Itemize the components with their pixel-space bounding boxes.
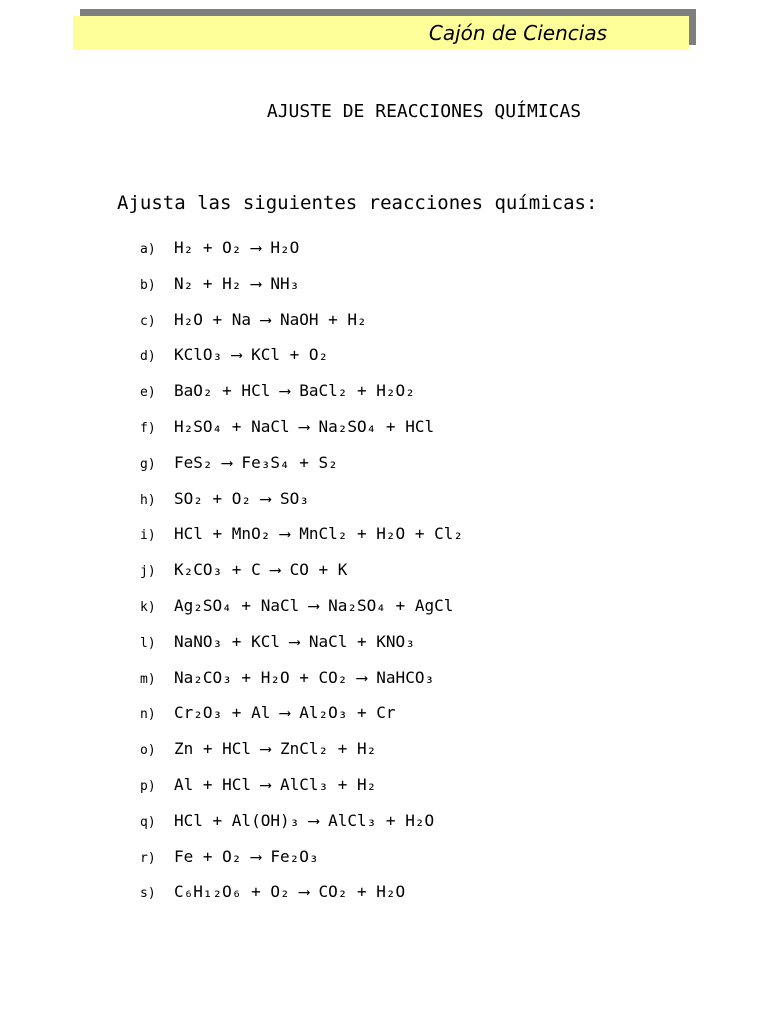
exercise-equation: Cr₂O₃ + Al ⟶ Al₂O₃ + Cr (174, 703, 396, 723)
exercise-equation: Ag₂SO₄ + NaCl ⟶ Na₂SO₄ + AgCl (174, 596, 454, 615)
exercise-equation: N₂ + H₂ ⟶ NH₃ (174, 273, 300, 293)
exercise-letter: l) (140, 635, 156, 651)
exercise-letter: i) (140, 528, 156, 544)
exercise-item (140, 664, 434, 692)
exercise-letter: h) (140, 492, 156, 508)
brand-title: Cajón de Ciencias (428, 21, 607, 45)
exercise-equation: KClO₃ ⟶ KCl + O₂ (174, 345, 329, 365)
exercise-letter: f) (140, 421, 156, 436)
exercise-item (140, 449, 338, 477)
exercise-equation: H₂SO₄ + NaCl ⟶ Na₂SO₄ + HCl (174, 417, 435, 436)
exercise-equation: Fe + O₂ ⟶ Fe₂O₃ (174, 846, 319, 866)
exercise-letter: p) (140, 779, 156, 794)
exercise-item (140, 556, 347, 584)
exercise-item (140, 341, 328, 369)
exercise-item (140, 843, 319, 871)
exercise-equation: H₂O + Na ⟶ NaOH + H₂ (174, 309, 367, 329)
exercise-item (140, 699, 396, 727)
exercise-equation: H₂ + O₂ ⟶ H₂O (174, 238, 300, 257)
exercise-letter: j) (140, 564, 156, 580)
exercise-item (140, 234, 299, 262)
exercise-letter: g) (140, 456, 156, 472)
exercise-letter: q) (140, 814, 156, 830)
exercise-equation: C₆H₁₂O₆ + O₂ ⟶ CO₂ + H₂O (174, 882, 406, 902)
exercise-letter: s) (140, 886, 156, 902)
exercise-equation: Zn + HCl ⟶ ZnCl₂ + H₂ (174, 739, 377, 759)
exercise-letter: b) (140, 277, 156, 293)
exercise-item (140, 592, 453, 620)
exercise-item (140, 807, 434, 835)
exercise-letter: e) (140, 385, 156, 401)
exercise-item (140, 306, 367, 334)
exercise-equation: HCl + MnO₂ ⟶ MnCl₂ + H₂O + Cl₂ (174, 524, 463, 544)
header-banner (73, 16, 689, 50)
exercise-item (140, 377, 415, 405)
exercise-item (140, 520, 463, 548)
exercise-equation: Na₂CO₃ + H₂O + CO₂ ⟶ NaHCO₃ (174, 667, 435, 687)
exercise-equation: BaO₂ + HCl ⟶ BaCl₂ + H₂O₂ (174, 381, 415, 401)
exercise-equation: K₂CO₃ + C ⟶ CO + K (174, 560, 348, 580)
exercise-equation: NaNO₃ + KCl ⟶ NaCl + KNO₃ (174, 631, 415, 651)
exercise-equation: FeS₂ ⟶ Fe₃S₄ + S₂ (174, 452, 338, 472)
exercise-item (140, 771, 376, 799)
exercise-equation: HCl + Al(OH)₃ ⟶ AlCl₃ + H₂O (174, 810, 435, 830)
exercise-item (140, 735, 376, 763)
exercise-letter: k) (140, 600, 156, 615)
exercise-equation: Al + HCl ⟶ AlCl₃ + H₂ (174, 775, 377, 794)
instruction-text: Ajusta las siguientes reacciones químicas: (117, 192, 598, 214)
exercise-letter: m) (140, 671, 156, 687)
exercise-letter: c) (140, 313, 156, 329)
exercise-item (140, 485, 309, 513)
exercise-item (140, 413, 434, 441)
exercise-item (140, 628, 415, 656)
exercise-letter: n) (140, 707, 156, 723)
exercise-letter: r) (140, 850, 156, 866)
exercise-item (140, 270, 299, 298)
page-title: AJUSTE DE REACCIONES QUÍMICAS (266, 101, 582, 122)
exercise-letter: d) (140, 349, 156, 365)
exercise-letter: o) (140, 743, 156, 759)
exercise-item (140, 878, 405, 906)
exercise-equation: SO₂ + O₂ ⟶ SO₃ (174, 488, 309, 508)
exercise-letter: a) (140, 242, 156, 257)
